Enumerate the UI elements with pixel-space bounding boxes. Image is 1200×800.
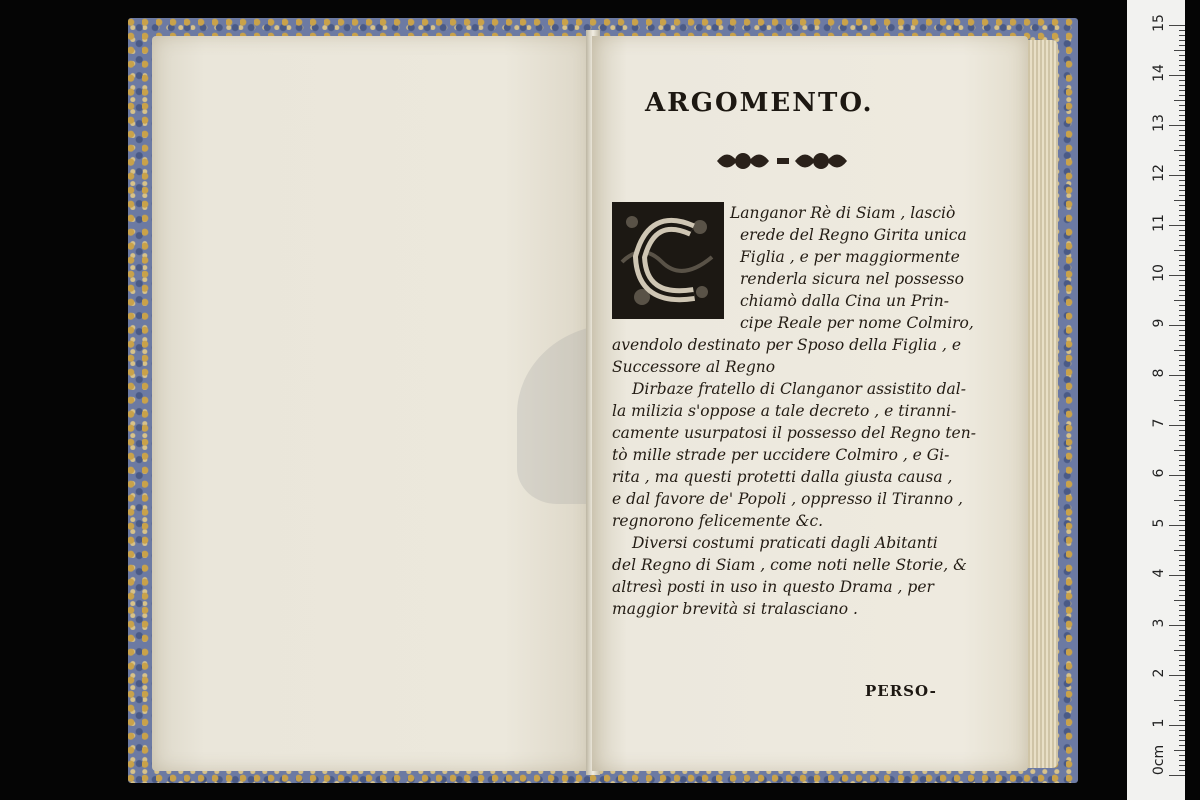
ruler-tick [1179,630,1185,631]
ruler-tick [1174,750,1185,751]
text-line: maggior brevità si tralasciano . [612,600,858,618]
ruler-tick [1174,350,1185,351]
ruler-number: 15 [1151,14,1167,32]
ruler-tick [1169,375,1185,376]
ruler-number: 7 [1151,418,1167,428]
ruler-tick [1174,700,1185,701]
ruler-tick [1179,280,1185,281]
ruler-tick [1179,120,1185,121]
ruler-tick [1179,295,1185,296]
ruler-tick [1179,715,1185,716]
ruler-tick [1179,160,1185,161]
ruler-tick [1179,555,1185,556]
ruler-tick [1179,460,1185,461]
ruler-tick [1179,585,1185,586]
ruler-tick [1179,740,1185,741]
ruler-tick [1179,435,1185,436]
ruler-tick [1179,55,1185,56]
ruler-tick [1179,330,1185,331]
ruler-tick [1179,370,1185,371]
show-through-stain [517,324,592,504]
ruler-tick [1179,530,1185,531]
text-line: avendolo destinato per Sposo della Figlia , e [612,336,962,354]
ruler-tick [1174,300,1185,301]
ruler-tick [1179,520,1185,521]
ruler-tick [1179,595,1185,596]
ruler-tick [1179,340,1185,341]
ruler-tick [1179,590,1185,591]
ruler-tick [1179,315,1185,316]
ruler-tick [1179,170,1185,171]
ruler-tick [1179,385,1185,386]
ruler-tick [1179,320,1185,321]
text-line: e dal favore de' Popoli , oppresso il Tiranno , [612,490,963,508]
text-line: la milizia s'oppose a tale decreto , e tiranni- [612,402,957,420]
ruler-tick [1174,150,1185,151]
ruler-tick [1179,570,1185,571]
ruler-tick [1179,640,1185,641]
ruler-tick [1179,395,1185,396]
ruler-tick [1179,115,1185,116]
ruler-number: 14 [1151,64,1167,82]
ruler-tick [1179,245,1185,246]
ruler-number: 6 [1151,468,1167,478]
ruler-tick [1179,615,1185,616]
ruler-tick [1179,535,1185,536]
ruler-tick [1174,100,1185,101]
ruler-tick [1179,335,1185,336]
text-line: renderla sicura nel possesso [740,270,964,288]
ruler-tick [1179,215,1185,216]
ruler-tick [1174,550,1185,551]
ruler-tick [1169,125,1185,126]
ruler-tick [1179,495,1185,496]
ruler-tick [1179,505,1185,506]
ruler-tick [1179,135,1185,136]
ruler-tick [1179,360,1185,361]
ruler-tick [1179,305,1185,306]
ruler-tick [1179,655,1185,656]
ruler-number: 9 [1151,318,1167,328]
ruler-tick [1169,525,1185,526]
ruler-tick [1179,145,1185,146]
ruler-tick [1169,225,1185,226]
ruler-tick [1169,675,1185,676]
text-line: Figlia , e per maggiormente [740,248,960,266]
text-line: regnorono felicemente &c. [612,512,824,530]
ruler-tick [1179,265,1185,266]
ruler-tick [1179,660,1185,661]
text-line: erede del Regno Girita unica [740,226,967,244]
ruler-tick [1179,45,1185,46]
ruler-tick [1179,230,1185,231]
left-page [152,36,592,771]
ruler-tick [1169,625,1185,626]
ruler-tick [1179,30,1185,31]
ruler-tick [1179,465,1185,466]
ruler-tick [1179,680,1185,681]
ruler-tick [1179,645,1185,646]
ruler-tick [1179,720,1185,721]
text-line: cipe Reale per nome Colmiro, [740,314,974,332]
ruler-tick [1179,760,1185,761]
ruler-tick [1179,565,1185,566]
ruler-number: 10 [1151,264,1167,282]
ruler-tick [1169,425,1185,426]
ruler-tick [1179,165,1185,166]
ruler-tick [1179,60,1185,61]
ruler-tick [1179,260,1185,261]
ruler-tick [1179,40,1185,41]
ruler-tick [1179,85,1185,86]
ruler-tick [1179,705,1185,706]
ruler-tick [1179,65,1185,66]
text-line: Dirbaze fratello di Clanganor assistito dal- [632,380,966,398]
ruler-tick [1169,475,1185,476]
page-edges [1028,40,1058,768]
ruler-tick [1179,480,1185,481]
text-line: altresì posti in uso in questo Drama , per [612,578,934,596]
measurement-ruler [1127,0,1185,800]
ruler-tick [1179,195,1185,196]
ruler-tick [1179,685,1185,686]
ruler-tick [1179,380,1185,381]
ruler-tick [1179,235,1185,236]
ruler-tick [1179,80,1185,81]
ruler-number: 1 [1151,718,1167,728]
ornament-icon [713,146,853,176]
ruler-number: 2 [1151,668,1167,678]
ruler-tick [1179,180,1185,181]
ruler-tick [1179,185,1185,186]
ruler-tick [1179,635,1185,636]
ruler-tick [1174,600,1185,601]
ruler-tick [1169,325,1185,326]
ruler-tick [1179,695,1185,696]
ruler-tick [1179,515,1185,516]
ruler-tick [1179,510,1185,511]
ruler-tick [1179,560,1185,561]
ruler-tick [1179,490,1185,491]
ruler-number: 8 [1151,368,1167,378]
ruler-tick [1179,355,1185,356]
ruler-tick [1179,390,1185,391]
text-line: Successore al Regno [612,358,776,376]
ruler-tick [1169,75,1185,76]
decorated-initial [612,202,724,319]
ruler-tick [1179,255,1185,256]
ruler-tick [1179,220,1185,221]
ruler-tick [1179,405,1185,406]
ruler-tick [1179,70,1185,71]
ruler-tick [1179,605,1185,606]
ruler-tick [1179,95,1185,96]
ruler-tick [1169,725,1185,726]
ruler-tick [1169,275,1185,276]
text-line: Langanor Rè di Siam , lasciò [730,204,956,222]
ruler-tick [1179,345,1185,346]
ruler-tick [1174,500,1185,501]
page-title: ARGOMENTO. [645,88,874,118]
ruler-tick [1179,670,1185,671]
ruler-tick [1174,250,1185,251]
ruler-tick [1179,210,1185,211]
ruler-tick [1179,755,1185,756]
ruler-tick [1179,130,1185,131]
ruler-tick [1179,415,1185,416]
ruler-tick [1179,140,1185,141]
catchword: PERSO- [865,682,937,700]
text-line: Diversi costumi praticati dagli Abitanti [632,534,938,552]
ruler-tick [1179,485,1185,486]
initial-c-icon [612,202,724,319]
ruler-tick [1179,190,1185,191]
ruler-number: 5 [1151,518,1167,528]
ruler-tick [1179,35,1185,36]
ruler-number: 3 [1151,618,1167,628]
ruler-unit-label: 0cm [1151,744,1167,776]
ruler-tick [1179,540,1185,541]
ruler-tick [1179,745,1185,746]
ruler-tick [1179,610,1185,611]
ruler-tick [1174,200,1185,201]
ruler-tick [1179,665,1185,666]
ruler-tick [1179,110,1185,111]
ruler-tick [1174,450,1185,451]
ruler-tick [1179,205,1185,206]
ruler-tick [1169,575,1185,576]
ruler-tick [1179,270,1185,271]
ruler-tick [1169,775,1185,776]
ruler-tick [1179,620,1185,621]
ruler-tick [1179,455,1185,456]
ruler-tick [1174,650,1185,651]
ruler-tick [1179,310,1185,311]
ruler-tick [1179,730,1185,731]
text-line: del Regno di Siam , come noti nelle Storie, & [612,556,967,574]
ruler-number: 4 [1151,568,1167,578]
text-line: camente usurpatosi il possesso del Regno ten- [612,424,976,442]
ruler-tick [1179,580,1185,581]
ruler-tick [1179,410,1185,411]
ruler-tick [1169,175,1185,176]
ruler-tick [1179,770,1185,771]
ruler-tick [1179,420,1185,421]
ruler-tick [1174,50,1185,51]
ruler-number: 13 [1151,114,1167,132]
ruler-tick [1179,470,1185,471]
ruler-number: 12 [1151,164,1167,182]
ruler-tick [1179,105,1185,106]
ruler-tick [1179,690,1185,691]
ruler-tick [1179,90,1185,91]
ruler-tick [1179,735,1185,736]
ruler-tick [1179,155,1185,156]
ruler-tick [1179,285,1185,286]
ruler-tick [1179,430,1185,431]
ruler-tick [1179,240,1185,241]
ruler-tick [1179,290,1185,291]
ruler-tick [1179,445,1185,446]
text-line: tò mille strade per uccidere Colmiro , e Gi- [612,446,950,464]
ruler-tick [1179,365,1185,366]
text-line: rita , ma questi protetti dalla giusta causa , [612,468,953,486]
ruler-number: 11 [1151,214,1167,232]
ruler-tick [1179,440,1185,441]
ruler-tick [1169,25,1185,26]
text-line: chiamò dalla Cina un Prin- [740,292,949,310]
ruler-tick [1179,545,1185,546]
ruler-tick [1174,400,1185,401]
ruler-tick [1179,710,1185,711]
ruler-tick [1179,765,1185,766]
